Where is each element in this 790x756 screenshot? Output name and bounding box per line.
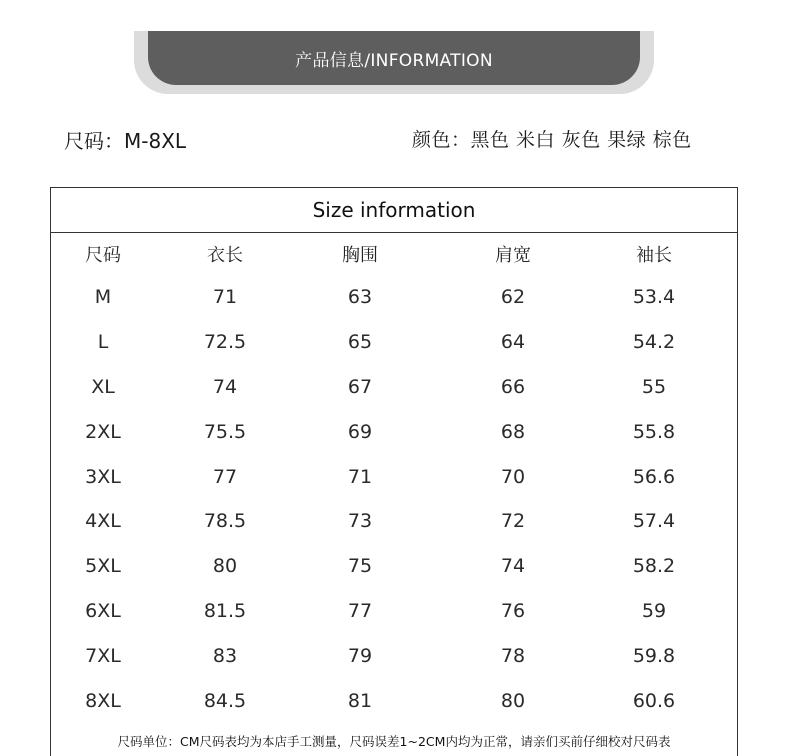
size-range: 尺码：M-8XL [64,129,187,153]
row-size: 4XL [85,510,121,533]
row-shoulder: 66 [500,375,526,398]
table-row [51,454,737,499]
row-size: L [97,331,109,354]
table-row [51,589,737,634]
table-row [51,678,737,723]
row-shoulder: 72 [500,510,526,533]
row-sleeve: 56.6 [632,465,676,488]
table-title: Size information [51,188,737,233]
row-shoulder: 80 [500,689,526,712]
row-sleeve: 59 [641,599,667,622]
row-size: 8XL [85,689,121,712]
row-size: 3XL [85,465,121,488]
table-row [51,633,737,678]
row-sleeve: 58.2 [632,555,676,578]
row-size: 5XL [85,555,121,578]
row-sleeve: 59.8 [632,644,676,667]
row-shoulder: 70 [500,465,526,488]
row-length: 81.5 [203,599,247,622]
row-chest: 69 [347,420,373,443]
row-size: 6XL [85,599,121,622]
color-list: 颜色：黑色 米白 灰色 果绿 棕色 [412,129,692,151]
row-shoulder: 62 [500,286,526,309]
row-size: 7XL [85,644,121,667]
row-chest: 65 [347,331,373,354]
row-shoulder: 78 [500,644,526,667]
row-sleeve: 57.4 [632,510,676,533]
row-sleeve: 55 [641,375,667,398]
row-chest: 79 [347,644,373,667]
table-body [51,275,737,723]
banner-title: 产品信息/INFORMATION [295,50,493,71]
row-chest: 71 [347,465,373,488]
row-length: 77 [212,465,238,488]
row-chest: 73 [347,510,373,533]
row-chest: 67 [347,375,373,398]
row-sleeve: 54.2 [632,331,676,354]
row-length: 78.5 [203,510,247,533]
row-shoulder: 74 [500,555,526,578]
row-length: 75.5 [203,420,247,443]
table-row [51,275,737,320]
row-sleeve: 53.4 [632,286,676,309]
row-length: 72.5 [203,331,247,354]
table-row [51,544,737,589]
header-length: 衣长 [207,245,243,266]
header-shoulder: 肩宽 [495,245,531,266]
row-length: 71 [212,286,238,309]
row-chest: 81 [347,689,373,712]
header-chest: 胸围 [342,245,378,266]
table-row [51,365,737,410]
row-size: M [94,286,112,309]
row-chest: 63 [347,286,373,309]
table-header-row [51,233,737,275]
row-length: 83 [212,644,238,667]
row-shoulder: 64 [500,331,526,354]
row-sleeve: 55.8 [632,420,676,443]
row-chest: 75 [347,555,373,578]
row-length: 80 [212,555,238,578]
row-length: 74 [212,375,238,398]
row-size: 2XL [85,420,121,443]
size-footnote: 尺码单位：CM尺码表均为本店手工测量，尺码误差1~2CM内均为正常，请亲们买前仔细校对尺码表 [117,734,671,749]
row-chest: 77 [347,599,373,622]
row-sleeve: 60.6 [632,689,676,712]
row-length: 84.5 [203,689,247,712]
size-table [50,187,738,756]
banner [148,31,640,85]
table-row [51,499,737,544]
header-sleeve: 袖长 [636,245,672,266]
row-shoulder: 68 [500,420,526,443]
row-size: XL [91,375,115,398]
table-row [51,409,737,454]
header-size: 尺码 [85,245,121,266]
table-row [51,320,737,365]
row-shoulder: 76 [500,599,526,622]
